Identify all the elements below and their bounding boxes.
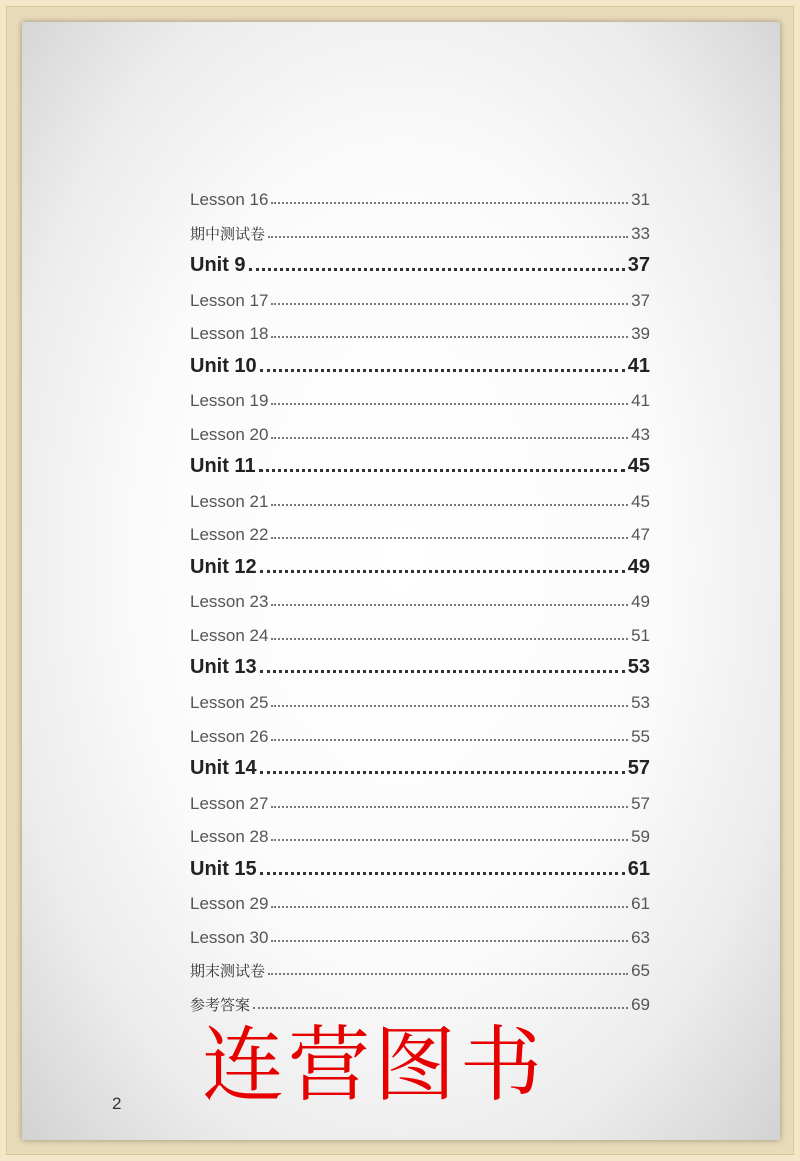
dot-leader	[260, 872, 625, 875]
toc-entry	[190, 717, 650, 747]
toc-entry-label: Unit 11	[190, 455, 256, 478]
toc-entry-page: 31	[631, 190, 650, 209]
book-page	[22, 22, 780, 1140]
toc-entry	[190, 515, 650, 545]
toc-entry-label: Unit 15	[190, 857, 257, 880]
toc-entry-label: Lesson 16	[190, 190, 269, 209]
toc-entry-page: 41	[631, 391, 650, 411]
toc-entry	[190, 784, 650, 814]
toc-entry-page: 37	[627, 254, 650, 277]
toc-entry-label: Lesson 29	[190, 894, 269, 914]
toc-entry-page: 43	[631, 424, 650, 444]
toc-entry	[190, 381, 650, 411]
dot-leader	[271, 437, 628, 439]
toc-entry-label: Lesson 19	[190, 391, 269, 411]
toc-entry-label: Lesson 17	[190, 290, 269, 310]
dot-leader	[271, 403, 628, 405]
dot-leader	[271, 705, 628, 707]
toc-entry-page: 59	[631, 827, 650, 847]
toc-entry	[190, 951, 650, 981]
toc-entry	[190, 448, 650, 478]
toc-entry-label: Lesson 21	[190, 491, 269, 511]
toc-entry	[190, 549, 650, 579]
toc-entry-label: Unit 13	[190, 656, 257, 679]
toc-entry-page: 49	[631, 592, 650, 612]
toc-entry-label: Unit 10	[190, 354, 257, 377]
toc-entry-label: Lesson 28	[190, 827, 269, 847]
toc-entry-label: 期末测试卷	[190, 963, 266, 981]
toc-entry-label: Lesson 25	[190, 693, 269, 712]
dot-leader	[271, 940, 628, 942]
dot-leader	[271, 906, 628, 908]
toc-entry-page: 69	[631, 994, 650, 1014]
toc-entry	[190, 918, 650, 948]
dot-leader	[271, 806, 628, 808]
dot-leader	[268, 236, 628, 238]
toc-entry	[190, 616, 650, 646]
dot-leader	[271, 202, 628, 204]
dot-leader	[259, 469, 625, 472]
toc-entry-label: 参考答案	[190, 996, 251, 1014]
dot-leader	[249, 268, 625, 271]
toc-entry-label: Lesson 18	[190, 324, 269, 344]
dot-leader	[271, 839, 628, 841]
toc-entry-label: 期中测试卷	[190, 225, 266, 243]
toc-entry	[190, 314, 650, 344]
toc-entry-label: Unit 9	[190, 254, 246, 277]
toc-entry-label: Lesson 23	[190, 592, 269, 612]
toc-entry	[190, 180, 650, 210]
dot-leader	[268, 973, 628, 975]
toc-entry-label: Lesson 27	[190, 793, 269, 813]
toc-entry-label: Unit 12	[190, 555, 257, 578]
toc-entry-page: 39	[631, 324, 650, 344]
toc-entry	[190, 281, 650, 311]
toc-entry-page: 47	[631, 525, 650, 545]
dot-leader	[271, 604, 628, 606]
dot-leader	[253, 1007, 628, 1009]
toc-entry	[190, 683, 650, 713]
toc-entry-page: 33	[631, 223, 650, 243]
dot-leader	[260, 670, 625, 673]
toc-entry-label: Lesson 20	[190, 424, 269, 444]
toc-entry	[190, 985, 650, 1015]
toc-entry	[190, 582, 650, 612]
toc-entry	[190, 482, 650, 512]
toc-entry-page: 45	[627, 455, 650, 478]
dot-leader	[271, 303, 628, 305]
dot-leader	[271, 336, 628, 338]
dot-leader	[271, 504, 628, 506]
toc-entry-label: Lesson 24	[190, 625, 269, 645]
toc-entry	[190, 649, 650, 679]
toc-entry	[190, 750, 650, 780]
dot-leader	[260, 570, 625, 573]
toc-entry-page: 37	[631, 290, 650, 310]
toc-entry-page: 57	[627, 757, 650, 780]
toc-entry	[190, 348, 650, 378]
toc-entry	[190, 817, 650, 847]
toc-entry-page: 63	[631, 927, 650, 947]
toc-entry-page: 55	[631, 726, 650, 746]
toc-entry-page: 49	[627, 555, 650, 578]
page-number: 2	[112, 1094, 122, 1113]
toc-entry-page: 51	[631, 625, 650, 645]
toc-entry	[190, 247, 650, 277]
dot-leader	[271, 739, 628, 741]
toc-entry-page: 53	[631, 693, 650, 712]
toc-entry-label: Lesson 30	[190, 927, 269, 947]
toc-entry-page: 57	[631, 793, 650, 813]
toc-entry-page: 45	[631, 491, 650, 511]
dot-leader	[271, 537, 628, 539]
toc-entry	[190, 884, 650, 914]
toc-entry-page: 61	[631, 894, 650, 914]
toc-entry	[190, 851, 650, 881]
toc-entry-page: 65	[631, 961, 650, 981]
toc-entry	[190, 415, 650, 445]
watermark-text: 连营图书	[202, 1018, 547, 1113]
toc-entry-page: 61	[627, 857, 650, 880]
dot-leader	[271, 638, 628, 640]
toc-entry-label: Lesson 22	[190, 525, 269, 545]
toc-entry-page: 53	[627, 656, 650, 679]
toc-entry-label: Lesson 26	[190, 726, 269, 746]
toc-entry-label: Unit 14	[190, 757, 257, 780]
dot-leader	[260, 771, 625, 774]
toc-entry-page: 41	[627, 354, 650, 377]
toc-entry	[190, 214, 650, 244]
dot-leader	[260, 369, 625, 372]
